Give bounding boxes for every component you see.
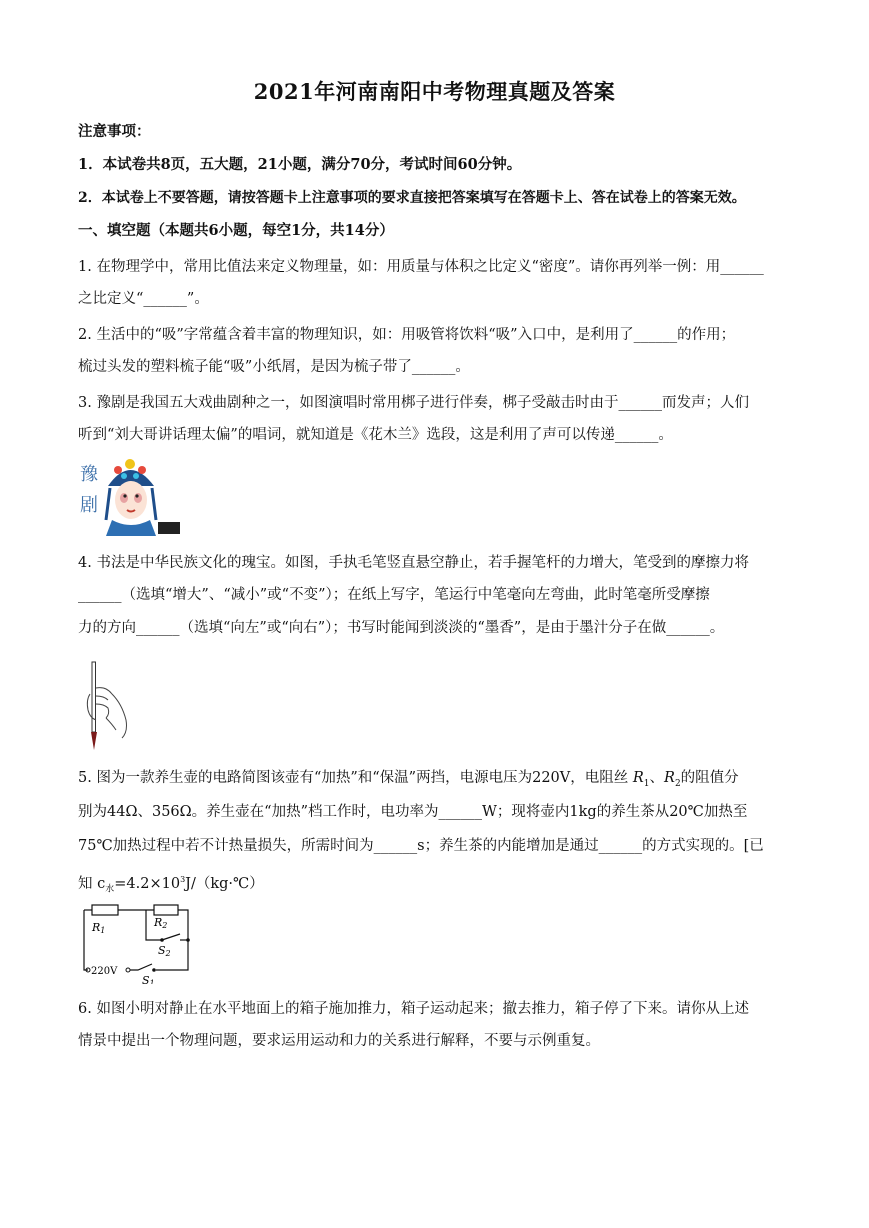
notice-heading: 注意事项： — [78, 123, 151, 140]
question-5-line-2: 别为44Ω、356Ω。养生壶在“加热”档工作时，电功率为______W；现将壶内1kg的养生茶从20℃加热至 — [78, 804, 748, 820]
section-heading-fill-in: 一、填空题（本题共6小题，每空1分，共14分） — [78, 222, 394, 239]
notice-item-1: 1．本试卷共8页，五大题，21小题，满分70分，考试时间60分钟。 — [78, 156, 522, 173]
question-4-line-2: ______（选填“增大”、“减小”或“不变”）；在纸上写字，笔运行中笔毫向左弯曲，此时笔毫所受摩擦 — [78, 587, 710, 603]
question-5-line-1: 5. 图为一款养生壶的电路简图该壶有“加热”和“保温”两挡，电源电压为220V，电阻丝 $R_1$、$R_2$的阻值分 — [78, 770, 739, 789]
opera-char-2: 剧 — [80, 495, 98, 516]
resistor-r1 — [92, 905, 118, 915]
question-6-line-2: 情景中提出一个物理问题，要求运用运动和力的关系进行解释，不要与示例重复。 — [78, 1033, 600, 1049]
page-title: 2021年河南南阳中考物理真题及答案 — [253, 79, 616, 104]
question-4-line-1: 4. 书法是中华民族文化的瑰宝。如图，手执毛笔竖直悬空静止，若手握笔杆的力增大，笔受到的摩擦力将 — [78, 555, 749, 571]
question-4-line-3: 力的方向______（选填“向左”或“向右”）；书写时能闻到淡淡的“墨香”，是由于墨汁分子在做______。 — [78, 620, 725, 636]
question-5-line-4: 知 $c_水=4.2\times 10^3J/(kg\cdot℃)$ — [78, 875, 264, 895]
brush-figure — [82, 660, 134, 754]
question-2-line-1: 2. 生活中的“吸”字常蕴含着丰富的物理知识，如：用吸管将饮料“吸”入口中，是利用了______的作用； — [78, 327, 736, 343]
question-1-line-2: 之比定义“______”。 — [78, 291, 209, 307]
resistor-r2 — [154, 905, 178, 915]
svg-text:R2: R2 — [154, 916, 168, 930]
question-3-line-1: 3. 豫剧是我国五大戏曲剧种之一，如图演唱时常用梆子进行伴奏，梆子受敲击时由于______而发声；人们 — [78, 395, 749, 411]
question-1-line-1: 1. 在物理学中，常用比值法来定义物理量，如：用质量与体积之比定义“密度”。请你再列举一例：用______ — [78, 259, 764, 275]
notice-item-2: 2．本试卷上不要答题，请按答题卡上注意事项的要求直接把答案填写在答题卡上、答在试卷上的答案无效。 — [78, 190, 746, 206]
question-2-line-2: 梳过头发的塑料梳子能“吸”小纸屑，是因为梳子带了______。 — [78, 359, 470, 375]
svg-text:S2: S2 — [158, 944, 171, 958]
circuit-diagram — [80, 898, 202, 984]
svg-text:220V: 220V — [91, 966, 118, 977]
question-6-line-1: 6. 如图小明对静止在水平地面上的箱子施加推力，箱子运动起来；撤去推力，箱子停了下来。请你从上述 — [78, 1001, 749, 1017]
svg-text:S1: S1 — [142, 974, 155, 984]
opera-char-1: 豫 — [80, 464, 98, 485]
switch-s1 — [130, 964, 152, 970]
switch-s2 — [162, 934, 180, 940]
svg-text:R1: R1 — [92, 921, 106, 935]
question-3-line-2: 听到“刘大哥讲话理太偏”的唱词，就知道是《花木兰》选段，这是利用了声可以传递______。 — [78, 427, 673, 443]
opera-image — [78, 456, 182, 538]
question-5-line-3: 75℃加热过程中若不计热量损失，所需时间为______s；养生茶的内能增加是通过______的方式实现的。[已 — [78, 838, 764, 854]
